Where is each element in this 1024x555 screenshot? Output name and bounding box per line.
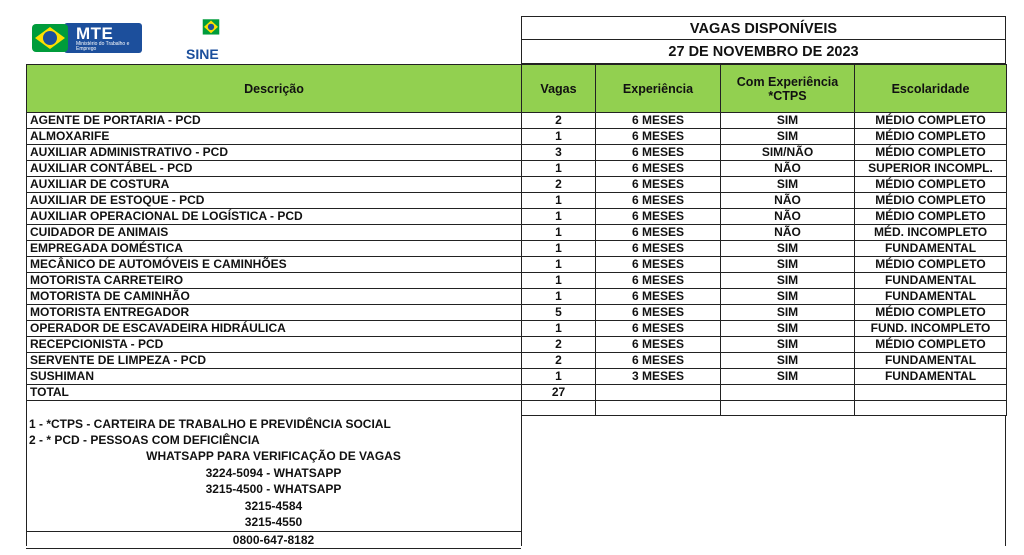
title-box (521, 16, 1006, 64)
cell-escolaridade: FUNDAMENTAL (855, 289, 1007, 305)
cell-ctps: SIM (721, 241, 855, 257)
empty-cell (855, 385, 1007, 401)
cell-escolaridade: MÉDIO COMPLETO (855, 129, 1007, 145)
note-ctps: 1 - *CTPS - CARTEIRA DE TRABALHO E PREVIDÊNCIA SOCIAL (29, 417, 391, 431)
notes-divider (521, 416, 522, 546)
empty-cell (596, 401, 721, 416)
table-row (27, 353, 1007, 369)
total-label: TOTAL (27, 385, 522, 401)
phone-line: 3215-4500 - WHATSAPP (205, 482, 342, 496)
cell-ctps: SIM (721, 337, 855, 353)
cell-escolaridade: FUND. INCOMPLETO (855, 321, 1007, 337)
cell-escolaridade: MÉDIO COMPLETO (855, 305, 1007, 321)
cell-experiencia: 6 MESES (596, 273, 721, 289)
cell-ctps: SIM/NÃO (721, 145, 855, 161)
page-date: 27 DE NOVEMBRO DE 2023 (521, 40, 1006, 64)
table-row (27, 305, 1007, 321)
cell-experiencia: 6 MESES (596, 257, 721, 273)
table-row (27, 177, 1007, 193)
brazil-flag-icon (30, 18, 70, 58)
notes-section (26, 416, 521, 549)
table-row (27, 241, 1007, 257)
cell-experiencia: 6 MESES (596, 321, 721, 337)
cell-descricao: RECEPCIONISTA - PCD (27, 337, 522, 353)
empty-cell (522, 401, 596, 416)
table-row (27, 257, 1007, 273)
cell-ctps: SIM (721, 353, 855, 369)
cell-experiencia: 6 MESES (596, 113, 721, 129)
cell-ctps: SIM (721, 177, 855, 193)
total-row (27, 385, 1007, 401)
empty-cell (27, 401, 522, 416)
cell-vagas: 1 (522, 257, 596, 273)
empty-cell (721, 401, 855, 416)
cell-vagas: 1 (522, 209, 596, 225)
cell-escolaridade: SUPERIOR INCOMPL. (855, 161, 1007, 177)
cell-ctps: SIM (721, 257, 855, 273)
table-row (27, 145, 1007, 161)
phone-line: 0800-647-8182 (26, 531, 521, 550)
cell-vagas: 1 (522, 289, 596, 305)
cell-descricao: OPERADOR DE ESCAVADEIRA HIDRÁULICA (27, 321, 522, 337)
cell-experiencia: 6 MESES (596, 241, 721, 257)
col-header-descricao: Descrição (27, 65, 522, 113)
cell-descricao: SUSHIMAN (27, 369, 522, 385)
cell-experiencia: 6 MESES (596, 209, 721, 225)
cell-experiencia: 6 MESES (596, 353, 721, 369)
cell-descricao: SERVENTE DE LIMPEZA - PCD (27, 353, 522, 369)
phone-line: 3215-4550 (244, 515, 303, 529)
table-row (27, 273, 1007, 289)
cell-descricao: AUXILIAR DE ESTOQUE - PCD (27, 193, 522, 209)
cell-descricao: AUXILIAR ADMINISTRATIVO - PCD (27, 145, 522, 161)
table-row (27, 369, 1007, 385)
cell-descricao: CUIDADOR DE ANIMAIS (27, 225, 522, 241)
cell-vagas: 5 (522, 305, 596, 321)
sine-logo-text: SINE (186, 46, 219, 62)
cell-escolaridade: FUNDAMENTAL (855, 273, 1007, 289)
notes-right-border (1005, 416, 1006, 546)
cell-experiencia: 6 MESES (596, 177, 721, 193)
cell-ctps: SIM (721, 129, 855, 145)
total-vagas: 27 (522, 385, 596, 401)
cell-descricao: AGENTE DE PORTARIA - PCD (27, 113, 522, 129)
phone-line: 3215-4584 (244, 498, 303, 513)
col-header-experiencia: Experiência (596, 65, 721, 113)
cell-vagas: 1 (522, 193, 596, 209)
table-row (27, 129, 1007, 145)
cell-ctps: SIM (721, 305, 855, 321)
cell-vagas: 1 (522, 369, 596, 385)
cell-descricao: ALMOXARIFE (27, 129, 522, 145)
cell-descricao: AUXILIAR DE COSTURA (27, 177, 522, 193)
cell-escolaridade: MÉDIO COMPLETO (855, 177, 1007, 193)
cell-vagas: 1 (522, 161, 596, 177)
cell-descricao: EMPREGADA DOMÉSTICA (27, 241, 522, 257)
table-row (27, 337, 1007, 353)
table-row (27, 289, 1007, 305)
blank-row (27, 401, 1007, 416)
cell-experiencia: 6 MESES (596, 129, 721, 145)
mte-logo (30, 18, 140, 58)
cell-experiencia: 6 MESES (596, 161, 721, 177)
table-row (27, 113, 1007, 129)
table-row (27, 161, 1007, 177)
cell-escolaridade: FUNDAMENTAL (855, 369, 1007, 385)
cell-experiencia: 6 MESES (596, 145, 721, 161)
page-title: VAGAS DISPONÍVEIS (521, 16, 1006, 40)
col-header-vagas: Vagas (522, 65, 596, 113)
sine-flag-icon (186, 18, 236, 46)
cell-ctps: SIM (721, 369, 855, 385)
cell-experiencia: 6 MESES (596, 225, 721, 241)
cell-vagas: 3 (522, 145, 596, 161)
cell-ctps: NÃO (721, 161, 855, 177)
whatsapp-title: WHATSAPP PARA VERIFICAÇÃO DE VAGAS (146, 449, 401, 463)
cell-descricao: MOTORISTA ENTREGADOR (27, 305, 522, 321)
table-row (27, 193, 1007, 209)
cell-ctps: NÃO (721, 193, 855, 209)
table-row (27, 209, 1007, 225)
cell-vagas: 1 (522, 241, 596, 257)
cell-escolaridade: MÉD. INCOMPLETO (855, 225, 1007, 241)
cell-experiencia: 6 MESES (596, 337, 721, 353)
cell-vagas: 1 (522, 129, 596, 145)
cell-vagas: 2 (522, 113, 596, 129)
cell-escolaridade: MÉDIO COMPLETO (855, 257, 1007, 273)
cell-ctps: SIM (721, 289, 855, 305)
cell-experiencia: 6 MESES (596, 289, 721, 305)
cell-vagas: 2 (522, 353, 596, 369)
cell-vagas: 1 (522, 225, 596, 241)
table-row (27, 225, 1007, 241)
cell-escolaridade: MÉDIO COMPLETO (855, 193, 1007, 209)
mte-logo-text: MTE (76, 24, 114, 43)
cell-escolaridade: MÉDIO COMPLETO (855, 113, 1007, 129)
cell-escolaridade: FUNDAMENTAL (855, 353, 1007, 369)
empty-cell (596, 385, 721, 401)
cell-experiencia: 3 MESES (596, 369, 721, 385)
table-row (27, 321, 1007, 337)
cell-ctps: NÃO (721, 225, 855, 241)
cell-escolaridade: FUNDAMENTAL (855, 241, 1007, 257)
cell-vagas: 2 (522, 337, 596, 353)
cell-experiencia: 6 MESES (596, 193, 721, 209)
cell-descricao: AUXILIAR OPERACIONAL DE LOGÍSTICA - PCD (27, 209, 522, 225)
cell-descricao: MECÂNICO DE AUTOMÓVEIS E CAMINHÕES (27, 257, 522, 273)
note-pcd: 2 - * PCD - PESSOAS COM DEFICIÊNCIA (29, 433, 260, 447)
cell-escolaridade: MÉDIO COMPLETO (855, 209, 1007, 225)
cell-ctps: SIM (721, 113, 855, 129)
cell-escolaridade: MÉDIO COMPLETO (855, 145, 1007, 161)
cell-descricao: MOTORISTA DE CAMINHÃO (27, 289, 522, 305)
logo-area (26, 16, 521, 62)
cell-vagas: 2 (522, 177, 596, 193)
table-header-row (27, 65, 1007, 113)
vacancies-table (26, 64, 1007, 416)
cell-ctps: SIM (721, 321, 855, 337)
phone-line: 3224-5094 - WHATSAPP (205, 465, 342, 480)
cell-descricao: AUXILIAR CONTÁBEL - PCD (27, 161, 522, 177)
cell-vagas: 1 (522, 321, 596, 337)
cell-escolaridade: MÉDIO COMPLETO (855, 337, 1007, 353)
empty-cell (721, 385, 855, 401)
col-header-escolaridade: Escolaridade (855, 65, 1007, 113)
cell-descricao: MOTORISTA CARRETEIRO (27, 273, 522, 289)
empty-cell (855, 401, 1007, 416)
cell-ctps: NÃO (721, 209, 855, 225)
cell-vagas: 1 (522, 273, 596, 289)
mte-logo-subtitle: Ministério do Trabalho e Emprego (76, 41, 130, 52)
col-header-com-experiencia: Com Experiência *CTPS (721, 65, 855, 113)
cell-experiencia: 6 MESES (596, 305, 721, 321)
cell-ctps: SIM (721, 273, 855, 289)
